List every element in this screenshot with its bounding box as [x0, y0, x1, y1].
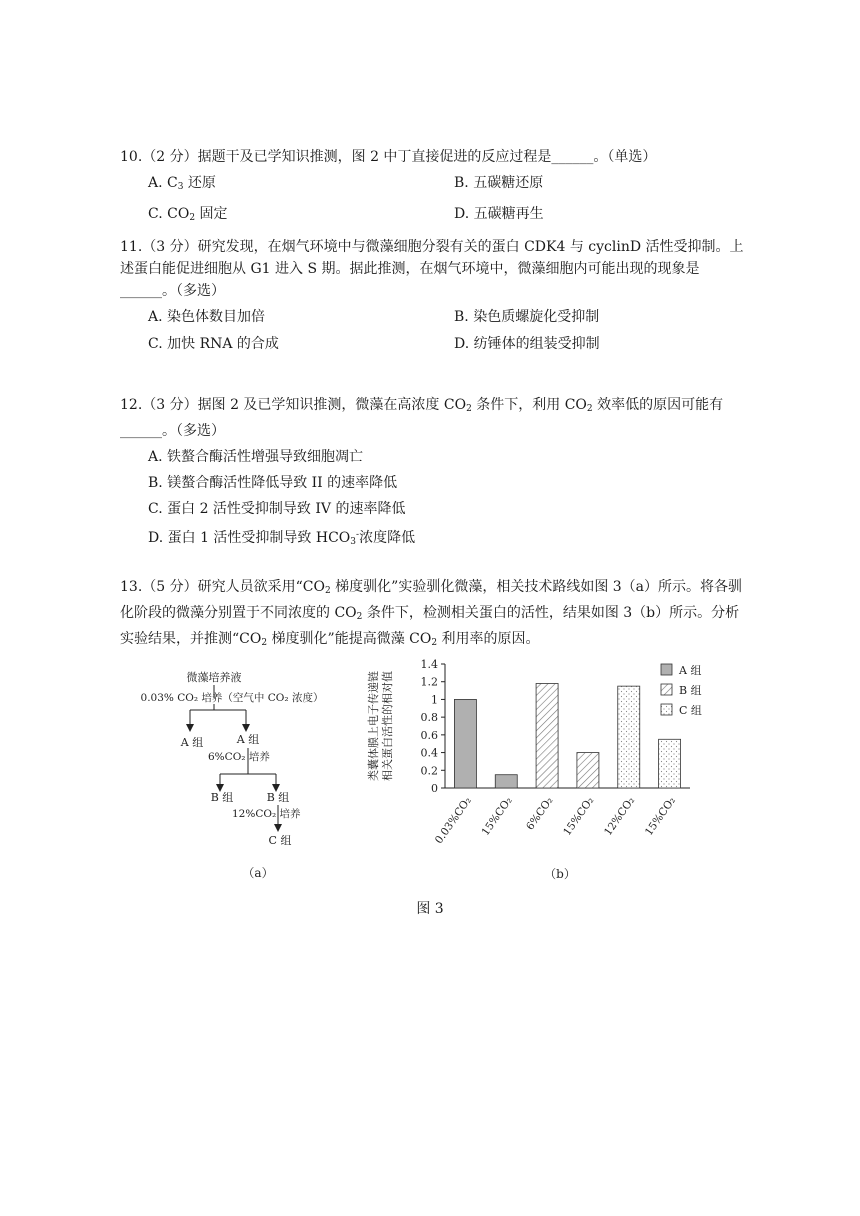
figure-3b-bar-chart — [355, 650, 735, 890]
y-tick-label: 0.2 — [420, 764, 438, 778]
group-a-left: A 组 — [180, 736, 204, 749]
x-tick-label: 12%CO₂ — [602, 794, 638, 838]
group-b-right: B 组 — [266, 791, 290, 804]
option-a: A. 染色体数目加倍 — [148, 309, 266, 325]
bar-5 — [618, 686, 640, 788]
x-tick-label: 15%CO₂ — [479, 794, 515, 838]
legend-swatch-1 — [661, 664, 672, 675]
y-axis-label-line-1: 类囊体膜上电子传递链 — [367, 671, 380, 781]
option-list — [148, 306, 745, 355]
option-c: C. 加快 RNA 的合成 — [148, 336, 279, 352]
y-tick-label: 1.4 — [420, 658, 438, 671]
option-c: C. $CO_2$ 固定 — [148, 206, 228, 223]
question-stem: 13.（5 分）研究人员欲采用“$CO_2$ 梯度驯化”实验驯化微藻，相关技术路线如图 3（a）所示。将各驯化阶段的微藻分别置于不同浓度的 $CO_2$ 条件下，检测相关蛋白的活性，结果如图 3（b）所示。分析实验结果，并推测“$CO_2$ 梯度驯化”能提高微藻 $CO_2$ 利用率的原因。 — [120, 579, 743, 648]
option-b: B. 染色质螺旋化受抑制 — [454, 309, 600, 325]
question-stem: 12.（3 分）据图 2 及已学知识推测，微藻在高浓度 $CO_2$ 条件下，利用 $CO_2$ 效率低的原因可能有______。（多选） — [120, 397, 724, 439]
option-list — [148, 172, 745, 229]
option-a: A. $C_3$ 还原 — [148, 175, 216, 192]
group-b-left: B 组 — [210, 791, 234, 804]
option-b: B. 五碳糖还原 — [454, 175, 544, 191]
bar-6 — [659, 739, 681, 788]
question-11 — [120, 236, 745, 355]
chart-ylabel-group — [366, 671, 394, 781]
figure-3a-flow-diagram — [128, 660, 358, 890]
y-tick-label: 0.4 — [420, 746, 438, 760]
option-b: B. 镁螯合酶活性降低导致 II 的速率降低 — [148, 475, 398, 491]
legend-swatch-2 — [661, 684, 672, 695]
question-13 — [120, 576, 745, 654]
question-12 — [120, 394, 745, 553]
question-10 — [120, 146, 745, 229]
x-tick-label: 15%CO₂ — [561, 794, 597, 838]
option-a: A. 铁螯合酶活性增强导致细胞凋亡 — [148, 449, 364, 465]
y-tick-label: 0.8 — [420, 711, 438, 725]
chart-bars — [454, 683, 680, 788]
option-list — [148, 446, 745, 553]
chart-x-tick-labels — [433, 795, 678, 846]
y-axis-label-line-2: 相关蛋白活性的相对值 — [381, 671, 394, 781]
chart-legend — [661, 664, 702, 717]
y-tick-label: 1 — [431, 693, 438, 707]
option-d: D. 五碳糖再生 — [454, 206, 544, 222]
figure-3a-caption: （a） — [242, 866, 274, 880]
legend-label-1: A 组 — [679, 664, 702, 677]
legend-swatch-3 — [661, 704, 672, 715]
x-tick-label: 15%CO₂ — [642, 794, 679, 838]
flow-step3-label: 12%CO₂ 培养 — [232, 808, 301, 820]
group-c: C 组 — [268, 834, 292, 847]
flow-step2-label: 6%CO₂ 培养 — [208, 751, 270, 763]
y-tick-label: 0.6 — [420, 728, 438, 742]
option-d: D. 蛋白 1 活性受抑制导致 $HCO_3^-$浓度降低 — [148, 530, 416, 547]
y-tick-label: 1.2 — [420, 675, 438, 689]
option-c: C. 蛋白 2 活性受抑制导致 IV 的速率降低 — [148, 501, 406, 517]
bar-3 — [536, 683, 558, 788]
group-a-right: A 组 — [236, 733, 260, 746]
y-tick-label: 0 — [431, 782, 438, 795]
figure-caption: 图 3 — [416, 901, 444, 917]
legend-label-2: B 组 — [679, 684, 702, 697]
x-tick-label: 6%CO₂ — [524, 794, 556, 833]
flow-step1-label: 0.03% CO₂ 培养（空气中 CO₂ 浓度） — [140, 692, 324, 704]
bar-1 — [454, 699, 476, 788]
bar-4 — [577, 753, 599, 788]
x-tick-label: 0.03%CO₂ — [432, 794, 474, 847]
flow-top-label: 微藻培养液 — [186, 671, 242, 684]
option-d: D. 纺锤体的组装受抑制 — [454, 336, 600, 352]
question-stem: 10.（2 分）据题干及已学知识推测，图 2 中丁直接促进的反应过程是______。（单选） — [120, 149, 657, 165]
figure-3b-caption: （b） — [544, 867, 576, 881]
legend-label-3: C 组 — [679, 704, 702, 717]
bar-2 — [495, 775, 517, 788]
question-stem: 11.（3 分）研究发现，在烟气环境中与微藻细胞分裂有关的蛋白 CDK4 与 cyclinD 活性受抑制。上述蛋白能促进细胞从 G1 进入 S 期。据此推测，在烟气环境中，微藻细胞内可能出现的现象是______。（多选） — [120, 239, 744, 299]
